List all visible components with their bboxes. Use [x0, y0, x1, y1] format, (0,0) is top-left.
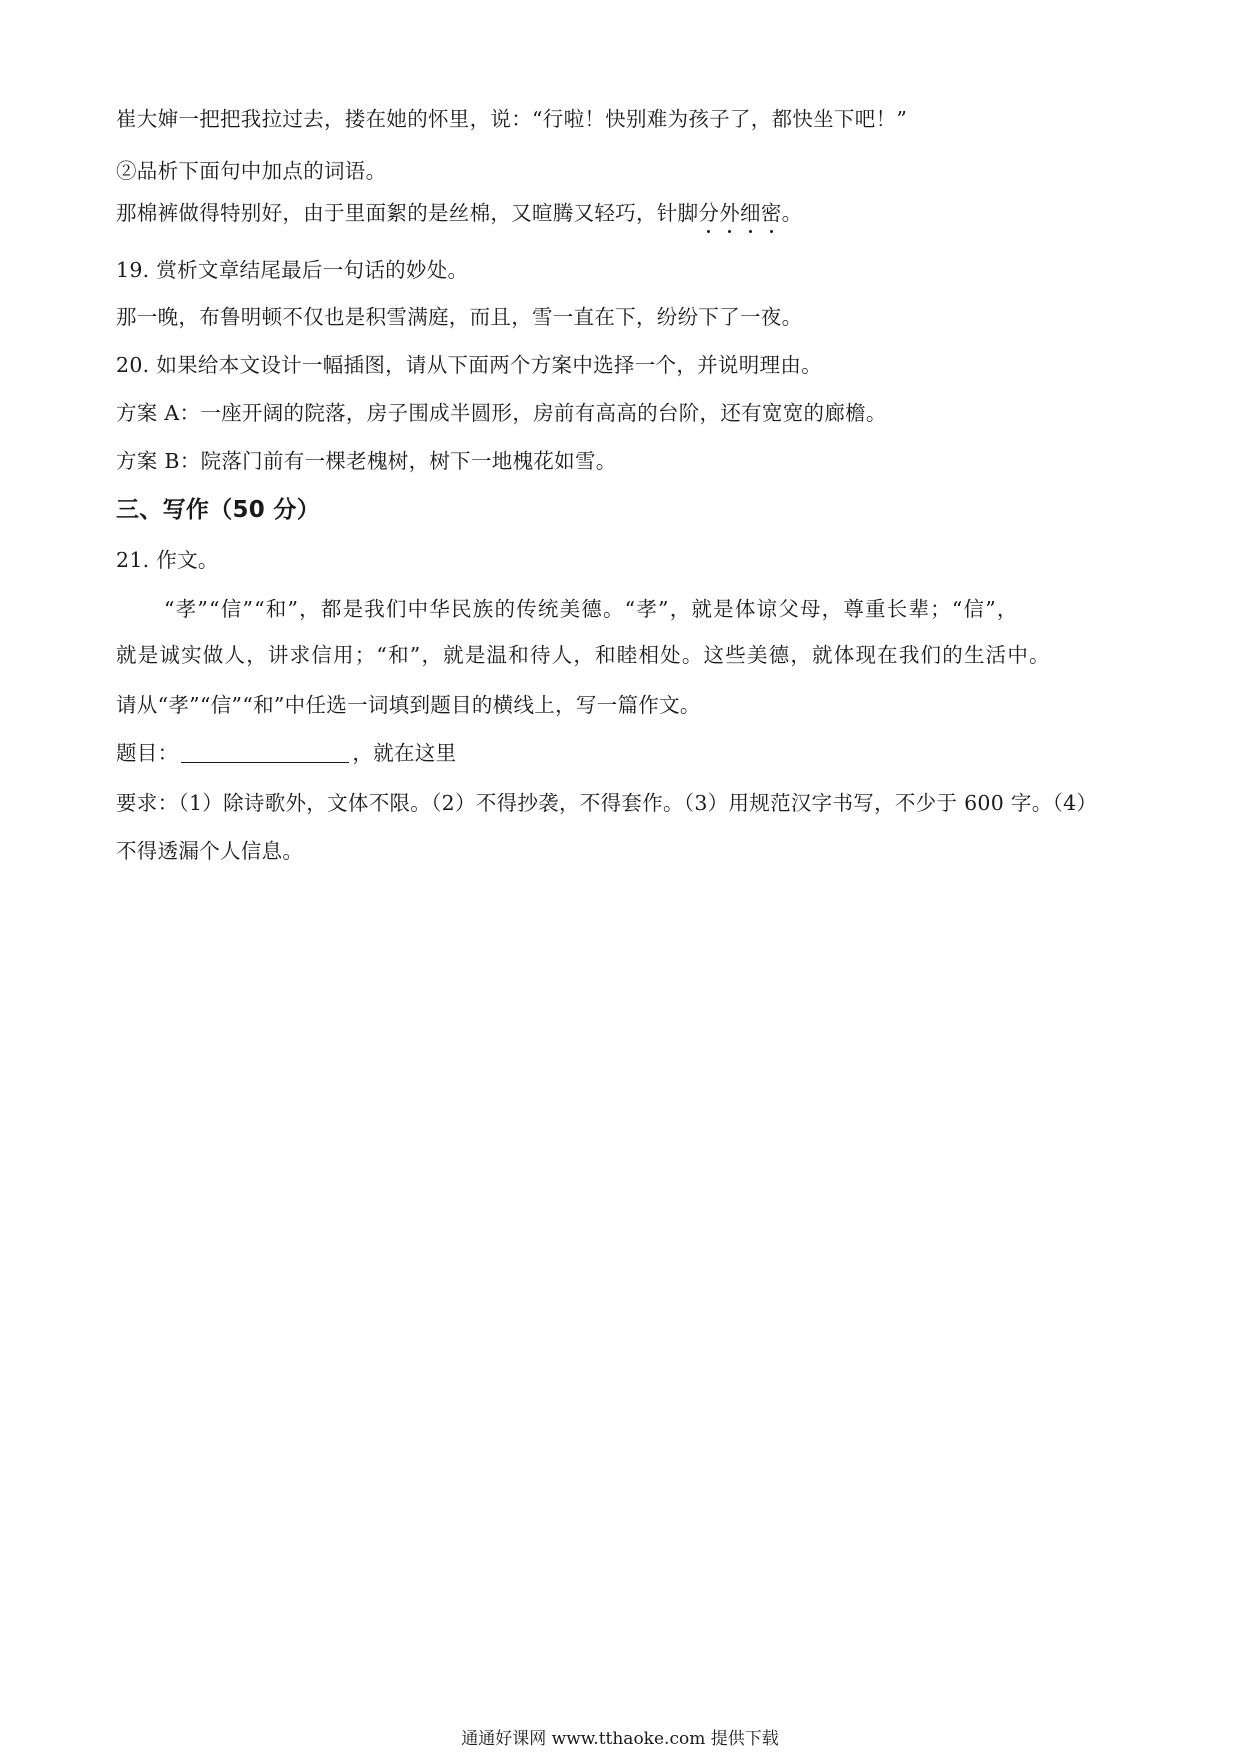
passage-line-1: 崔大婶一把把我拉过去，搂在她的怀里，说：“行啦！快别难为孩子了，都快坐下吧！” — [116, 107, 908, 131]
dotted-char: 细 — [740, 198, 761, 228]
essay-instruction: 请从“孝”“信”“和”中任选一词填到题目的横线上，写一篇作文。 — [116, 693, 701, 717]
essay-material-line-2: 就是诚实做人，讲求信用；“和”，就是温和待人，和睦相处。这些美德，就体现在我们的生活中。 — [116, 643, 1051, 667]
requirements-line-1: 要求：（1）除诗歌外，文体不限。（2）不得抄袭，不得套作。（3）用规范汉字书写，不少于 600 字。（4） — [116, 791, 1098, 815]
question-19-quote: 那一晚，布鲁明顿不仅也是积雪满庭，而且，雪一直在下，纷纷下了一夜。 — [116, 305, 803, 329]
page-footer: 通通好课网 www.tthaoke.com 提供下载 — [461, 1729, 779, 1749]
sentence-text: 那棉裤做得特别好，由于里面絮的是丝棉，又暄腾又轻巧，针脚 — [116, 201, 699, 225]
essay-material-line-1: “孝”“信”“和”，都是我们中华民族的传统美德。“孝”，就是体谅父母，尊重长辈；“信”， — [164, 597, 1019, 621]
plan-a: 方案 A：一座开阔的院落，房子围成半圆形，房前有高高的台阶，还有宽宽的廊檐。 — [116, 401, 887, 425]
question-18-2-prompt: ②品析下面句中加点的词语。 — [116, 159, 387, 183]
question-21: 21. 作文。 — [116, 548, 219, 572]
question-19: 19. 赏析文章结尾最后一句话的妙处。 — [116, 258, 469, 282]
section-3-heading: 三、写作（50 分） — [116, 497, 321, 523]
dotted-char: 外 — [719, 198, 740, 228]
plan-b: 方案 B：院落门前有一棵老槐树，树下一地槐花如雪。 — [116, 449, 617, 473]
question-20: 20. 如果给本文设计一幅插图，请从下面两个方案中选择一个，并说明理由。 — [116, 353, 822, 377]
title-suffix: ，就在这里 — [352, 741, 457, 765]
dotted-char: 密 — [761, 198, 782, 228]
title-label: 题目： — [116, 741, 179, 765]
sentence-end: 。 — [781, 201, 803, 225]
question-18-2-sentence — [116, 198, 802, 228]
requirements-line-2: 不得透漏个人信息。 — [116, 839, 304, 863]
essay-title-line — [116, 738, 456, 768]
title-blank — [181, 742, 349, 763]
dotted-char: 分 — [698, 198, 719, 228]
